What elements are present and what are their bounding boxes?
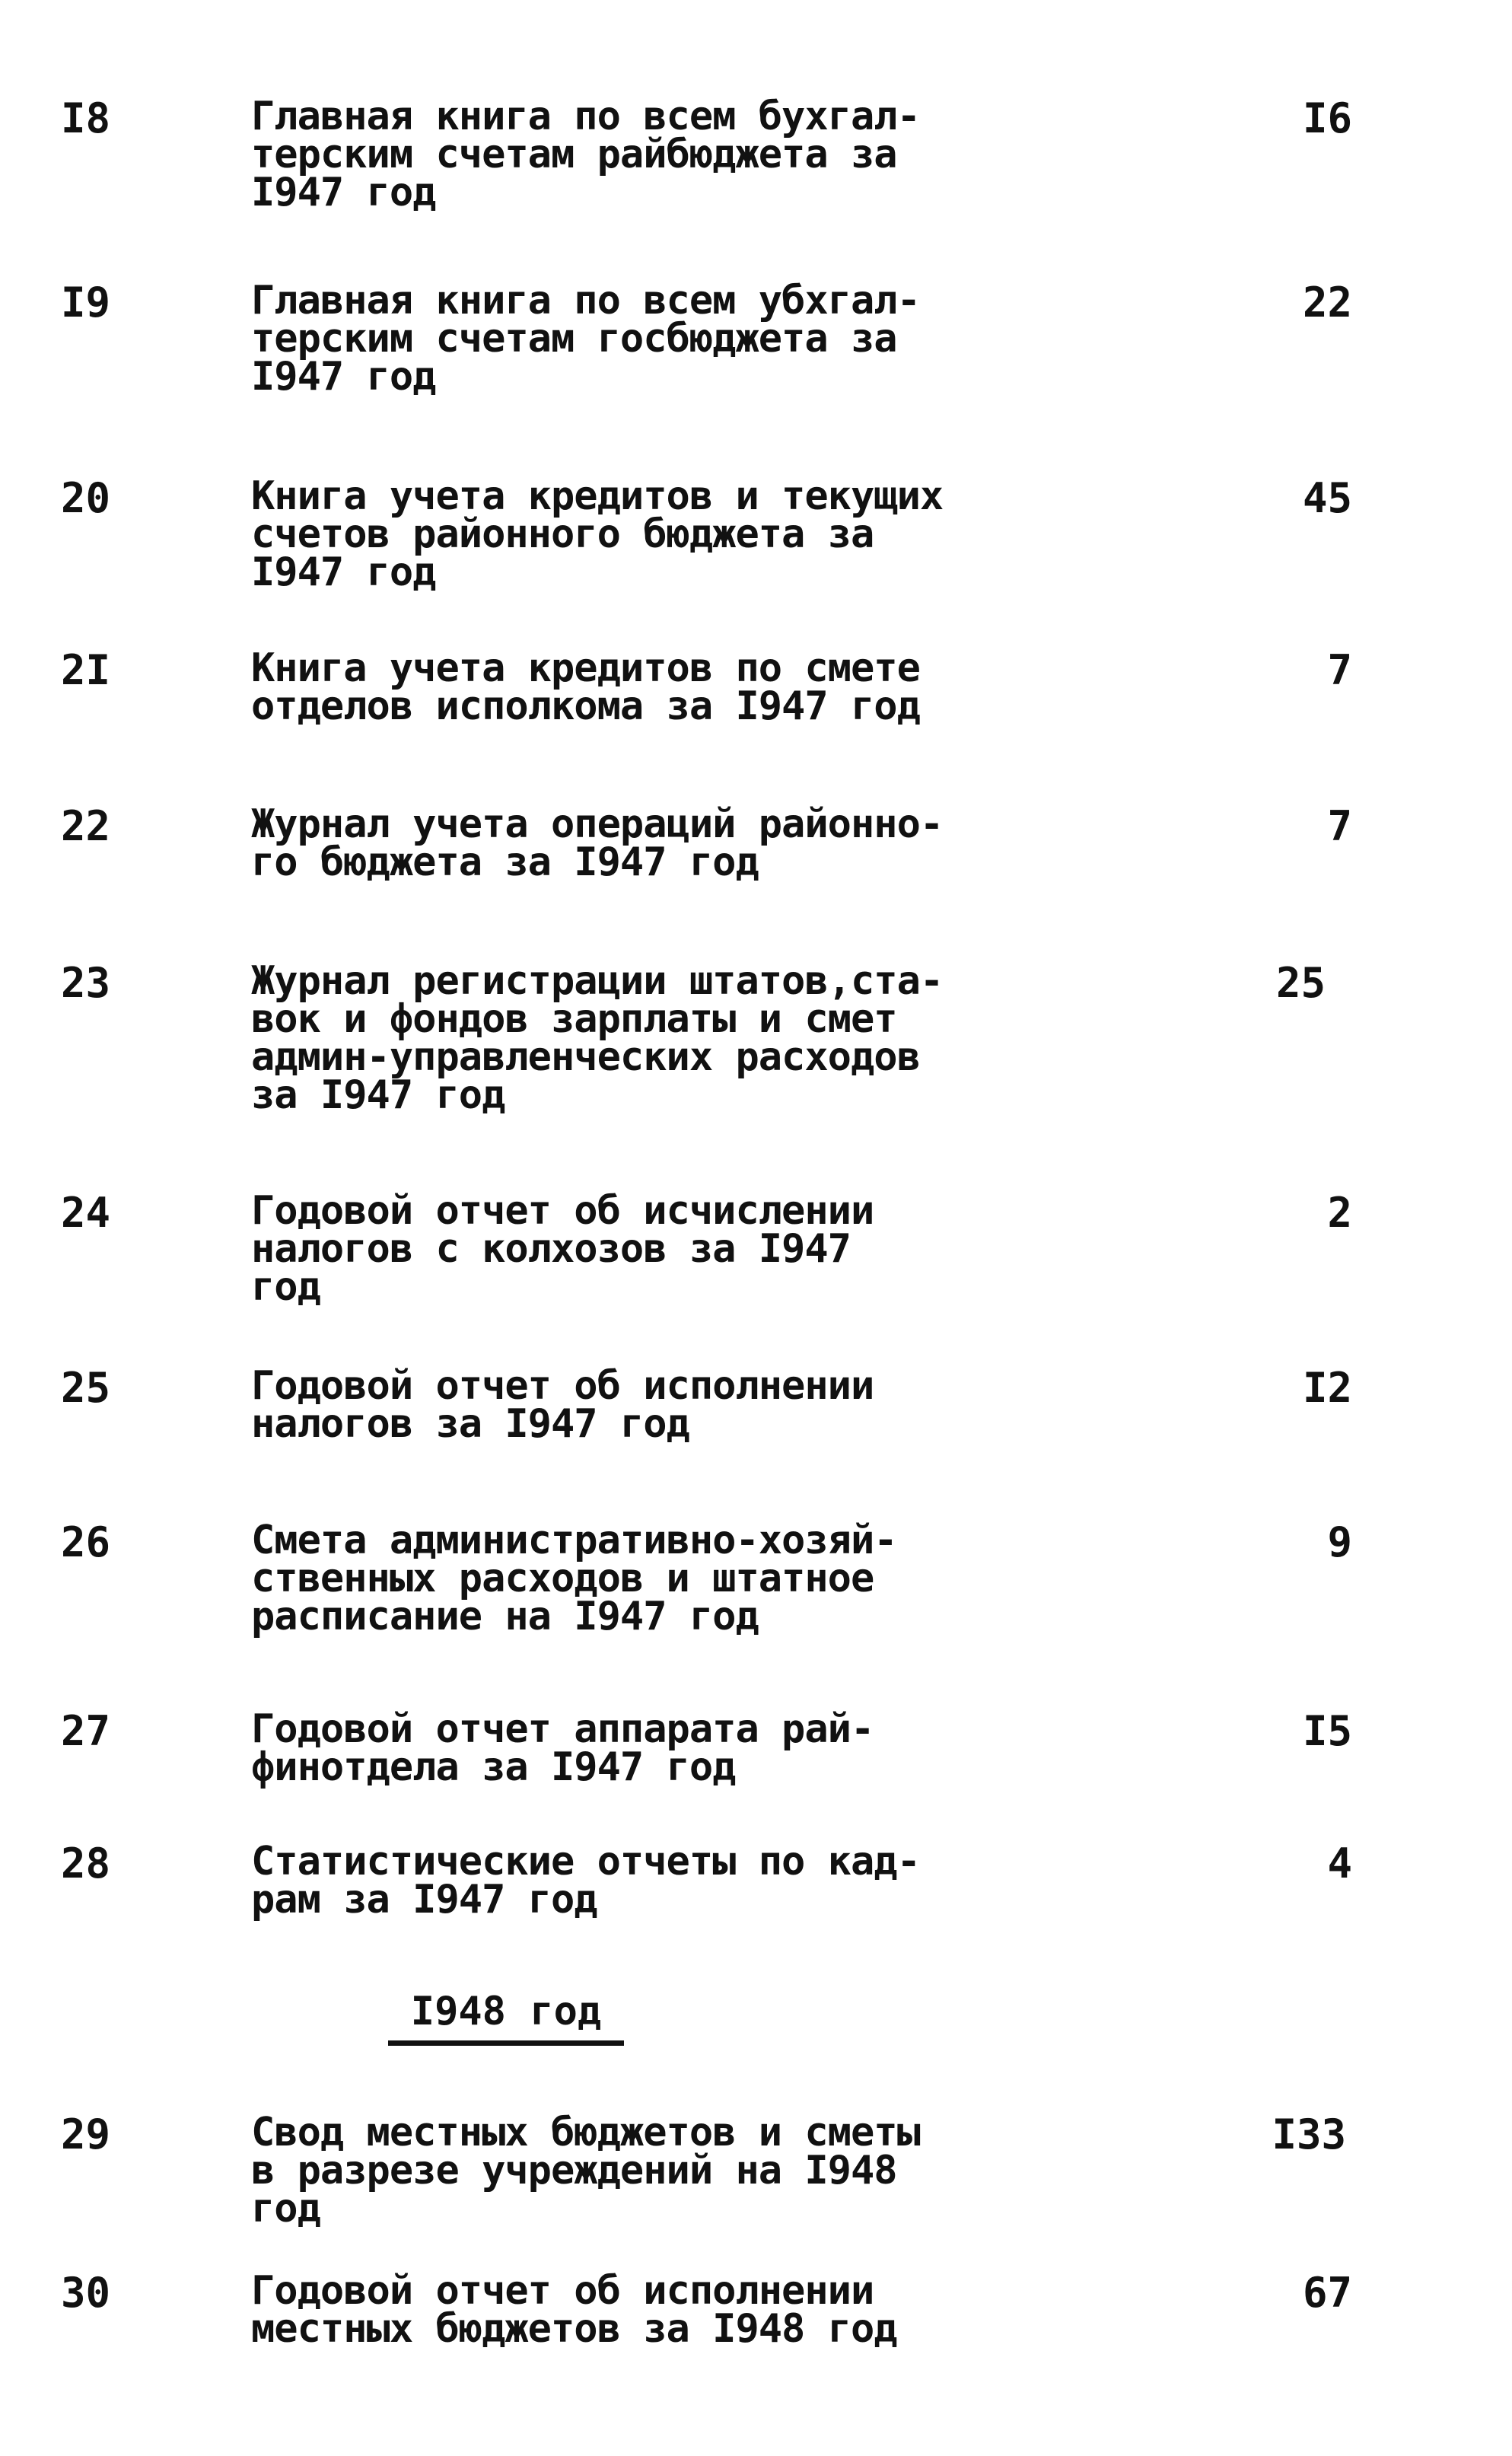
item-title: Книга учета кредитов по смете отделов исполкома за I947 год bbox=[251, 645, 920, 729]
item-title: Свод местных бюджетов и сметы в разрезе учреждений на I948 год bbox=[251, 2110, 920, 2231]
item-count: 4 bbox=[1327, 1840, 1352, 1887]
item-number: 23 bbox=[61, 959, 111, 1007]
item-number: 29 bbox=[61, 2110, 111, 2158]
item-number: 20 bbox=[61, 474, 111, 522]
item-number: 2I bbox=[61, 646, 111, 694]
item-title: Статистические отчеты по кад- рам за I947 год bbox=[251, 1839, 920, 1922]
item-title: Главная книга по всем убхгал- терским счетам госбюджета за I947 год bbox=[251, 278, 920, 400]
item-title: Годовой отчет об исполнении местных бюджетов за I948 год bbox=[251, 2268, 897, 2352]
item-count: 7 bbox=[1327, 802, 1352, 850]
item-count: 7 bbox=[1327, 646, 1352, 694]
item-number: 28 bbox=[61, 1840, 111, 1887]
item-number: 24 bbox=[61, 1189, 111, 1237]
item-number: I8 bbox=[61, 94, 111, 142]
item-number: 22 bbox=[61, 802, 111, 850]
item-number: 30 bbox=[61, 2269, 111, 2317]
item-title: Книга учета кредитов и текущих счетов районного бюджета за I947 год bbox=[251, 473, 944, 595]
item-count: 45 bbox=[1302, 474, 1352, 522]
item-count: 22 bbox=[1302, 279, 1352, 327]
item-number: 27 bbox=[61, 1707, 111, 1755]
item-count: I33 bbox=[1272, 2110, 1346, 2158]
item-count: 9 bbox=[1327, 1518, 1352, 1566]
item-count: I5 bbox=[1302, 1707, 1352, 1755]
item-count: I2 bbox=[1302, 1364, 1352, 1412]
item-number: I9 bbox=[61, 279, 111, 327]
item-title: Журнал учета операций районно- го бюджета за I947 год bbox=[251, 801, 944, 885]
item-title: Годовой отчет об исчислении налогов с колхозов за I947 год bbox=[251, 1188, 874, 1310]
item-title: Журнал регистрации штатов,ста- вок и фондов зарплаты и смет админ-управленческих расходов за I947 год bbox=[251, 958, 944, 1118]
item-title: Главная книга по всем бухгал- терским счетам райбюджета за I947 год bbox=[251, 94, 920, 215]
item-title: Годовой отчет об исполнении налогов за I947 год bbox=[251, 1363, 874, 1447]
item-title: Смета административно-хозяй- ственных расходов и штатное расписание на I947 год bbox=[251, 1518, 897, 1639]
item-title: Годовой отчет аппарата рай- финотдела за I947 год bbox=[251, 1706, 874, 1790]
item-number: 26 bbox=[61, 1518, 111, 1566]
section-heading: I948 год bbox=[388, 1990, 624, 2046]
item-count: 67 bbox=[1302, 2269, 1352, 2317]
item-count: 2 bbox=[1327, 1189, 1352, 1237]
item-count: 25 bbox=[1275, 959, 1326, 1007]
item-count: I6 bbox=[1302, 94, 1352, 142]
item-number: 25 bbox=[61, 1364, 111, 1412]
